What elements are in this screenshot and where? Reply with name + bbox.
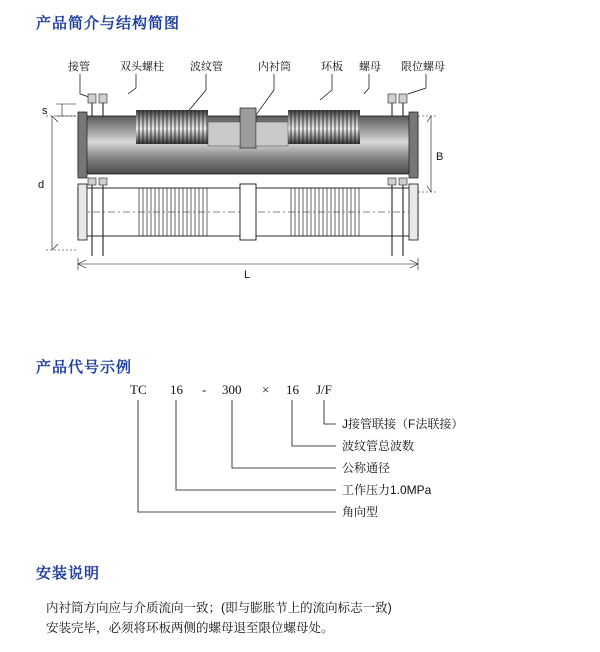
inner-liner-2 <box>256 122 288 146</box>
structure-diagram <box>36 60 566 290</box>
code-token-6: J/F <box>316 382 332 397</box>
code-token-5: 16 <box>286 382 299 397</box>
code-desc-0: J接管联接（F法联接） <box>342 417 464 431</box>
section-title-install: 安装说明 <box>36 565 101 582</box>
bellows-left <box>136 110 208 144</box>
flange-right <box>409 112 418 178</box>
callout-label-4: 环板 <box>321 61 343 73</box>
install-notes <box>46 598 566 638</box>
code-tokens <box>130 382 332 397</box>
flange-right-bottom <box>409 184 418 240</box>
ring-plate-bottom <box>240 184 256 240</box>
callout-label-6: 限位螺母 <box>401 61 445 73</box>
code-token-4: × <box>262 382 270 397</box>
code-desc-1: 波纹管总波数 <box>342 439 415 453</box>
section-title-code: 产品代号示例 <box>36 359 133 376</box>
code-desc-4: 角向型 <box>342 505 379 519</box>
install-note-line-1: 内衬筒方向应与介质流向一致；(即与膨胀节上的流向标志一致) <box>46 601 392 615</box>
callout-label-2: 波纹管 <box>190 61 223 73</box>
code-token-1: 16 <box>170 382 183 397</box>
code-token-3: 300 <box>222 382 242 397</box>
ring-plate <box>240 108 256 148</box>
flange-left <box>78 112 87 178</box>
bellows-right <box>288 110 360 144</box>
product-code-diagram <box>36 378 566 538</box>
section-title-intro: 产品简介与结构简图 <box>36 15 181 32</box>
code-token-0: TC <box>130 382 147 397</box>
flange-left-bottom <box>78 184 87 240</box>
dimension-label-L: L <box>244 269 251 281</box>
code-token-2: - <box>202 382 207 397</box>
code-leader-lines <box>138 400 336 512</box>
callout-labels <box>68 60 445 73</box>
code-descriptions <box>342 416 463 519</box>
callout-label-1: 双头螺柱 <box>120 61 164 73</box>
callout-label-5: 螺母 <box>359 61 381 73</box>
callout-label-0: 接管 <box>68 61 90 73</box>
dimension-label-s: s <box>42 105 48 117</box>
inner-liner <box>208 122 240 146</box>
code-desc-3: 工作压力1.0MPa <box>342 483 432 497</box>
structure-bottom-view <box>78 178 418 256</box>
structure-top-view <box>78 94 418 178</box>
code-desc-2: 公称通径 <box>342 461 391 475</box>
dimension-label-B: B <box>436 151 444 163</box>
callout-label-3: 内衬筒 <box>258 61 291 73</box>
dimension-label-d: d <box>38 179 45 191</box>
install-note-line-2: 安装完毕，必须将环板两侧的螺母退至限位螺母处。 <box>46 621 334 635</box>
